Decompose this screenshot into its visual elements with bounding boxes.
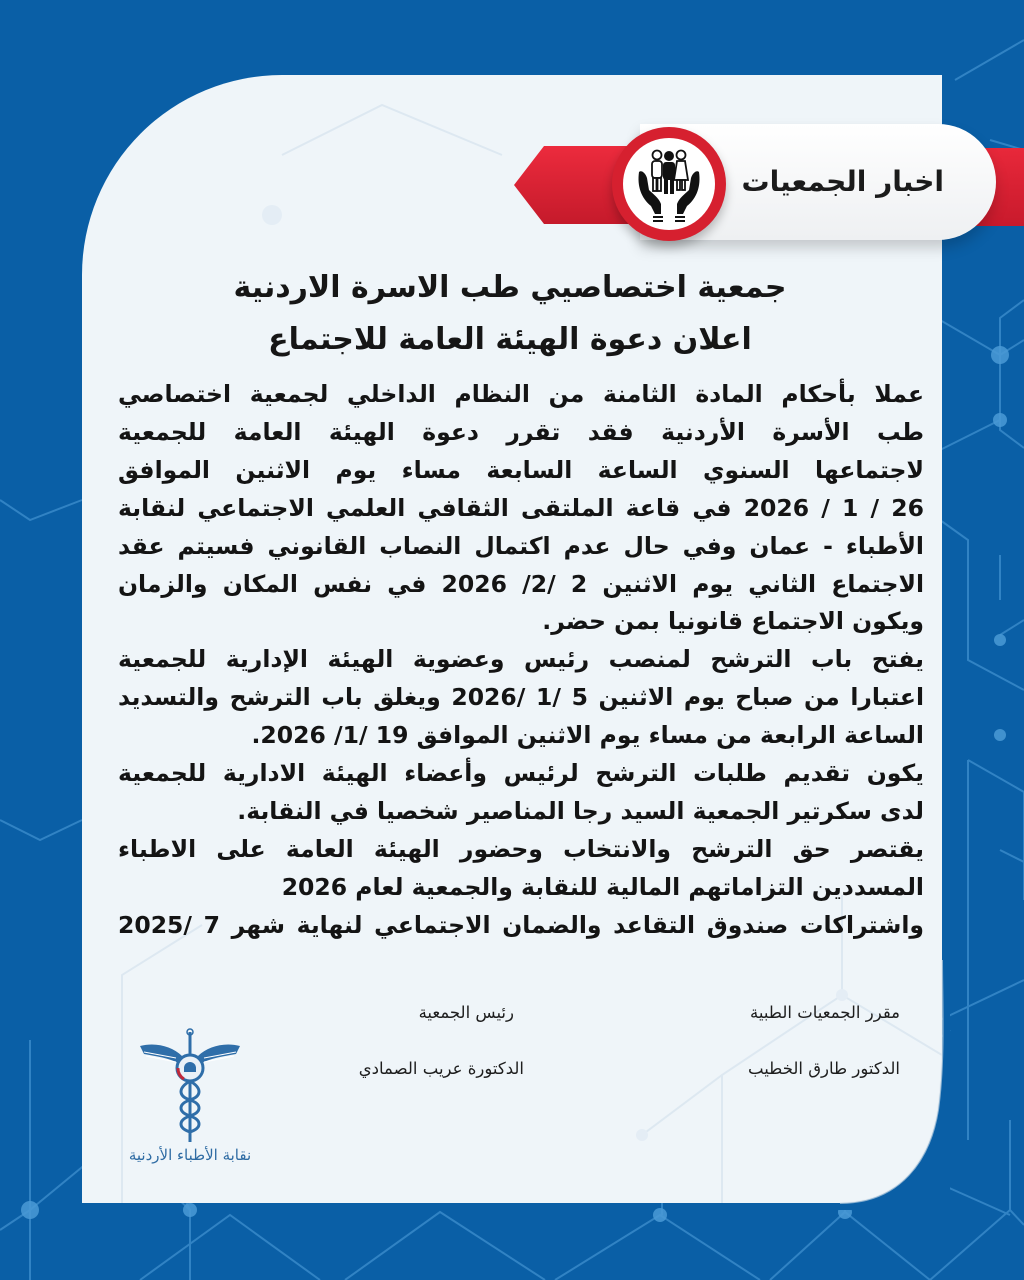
association-title: جمعية اختصاصيي طب الاسرة الاردنية [233,270,787,305]
signature-right-name: الدكتور طارق الخطيب [748,1059,900,1078]
family-in-hands-icon [623,138,715,230]
jma-logo [110,1028,270,1178]
body-line: طب الأسرة الأردنية فقد تقرر دعوة الهيئة العامة للجمعية [118,417,924,446]
body-line: يكون تقديم طلبات الترشح لرئيس وأعضاء الهيئة الادارية للجمعية [118,759,924,788]
card-corner-curve [780,960,950,1210]
body-line: يفتح باب الترشح لمنصب رئيس وعضوية الهيئة الإدارية للجمعية [118,645,924,674]
body-line: لاجتماعها السنوي الساعة السابعة مساء يوم الاثنين الموافق [118,455,924,484]
announcement-body [118,376,924,945]
body-line: الساعة الرابعة من مساء يوم الاثنين الموافق 19 /1/ 2026. [251,721,924,750]
signature-left-role: رئيس الجمعية [418,1003,514,1022]
signature-left-name: الدكتورة عريب الصمادي [358,1059,524,1078]
caduceus-icon [110,1028,270,1148]
body-line: الاجتماع الثاني يوم الاثنين 2 /2/ 2026 في نفس المكان والزمان [118,569,925,598]
body-line: واشتراكات صندوق التقاعد والضمان الاجتماعي لنهاية شهر 7 /2025 [118,910,924,939]
body-line: 26 / 1 / 2026 في قاعة الملتقى الثقافي العلمي الاجتماعي لنقابة [118,493,924,522]
body-line: ويكون الاجتماع قانونيا بمن حضر. [542,607,924,636]
body-line: يقتصر حق الترشح والانتخاب وحضور الهيئة العامة على الاطباء [118,834,924,863]
category-label: اخبار الجمعيات [741,165,944,198]
signature-right-role: مقرر الجمعيات الطبية [750,1003,900,1022]
body-line: اعتبارا من صباح يوم الاثنين 5 /1 /2026 ويغلق باب الترشح والتسديد [118,683,925,712]
announcement-title: اعلان دعوة الهيئة العامة للاجتماع [268,322,752,357]
body-line: الأطباء - عمان وفي حال عدم اكتمال النصاب القانوني فسيتم عقد [118,531,924,560]
jma-logo-text: نقابة الأطباء الأردنية [128,1146,252,1164]
body-line: المسددين التزاماتهم المالية للنقابة والجمعية لعام 2026 [281,872,924,901]
body-line: عملا بأحكام المادة الثامنة من النظام الداخلي لجمعية اختصاصي [118,380,924,408]
body-line: لدى سكرتير الجمعية السيد رجا المناصير شخصيا في النقابة. [237,796,924,825]
category-emblem [612,127,726,241]
